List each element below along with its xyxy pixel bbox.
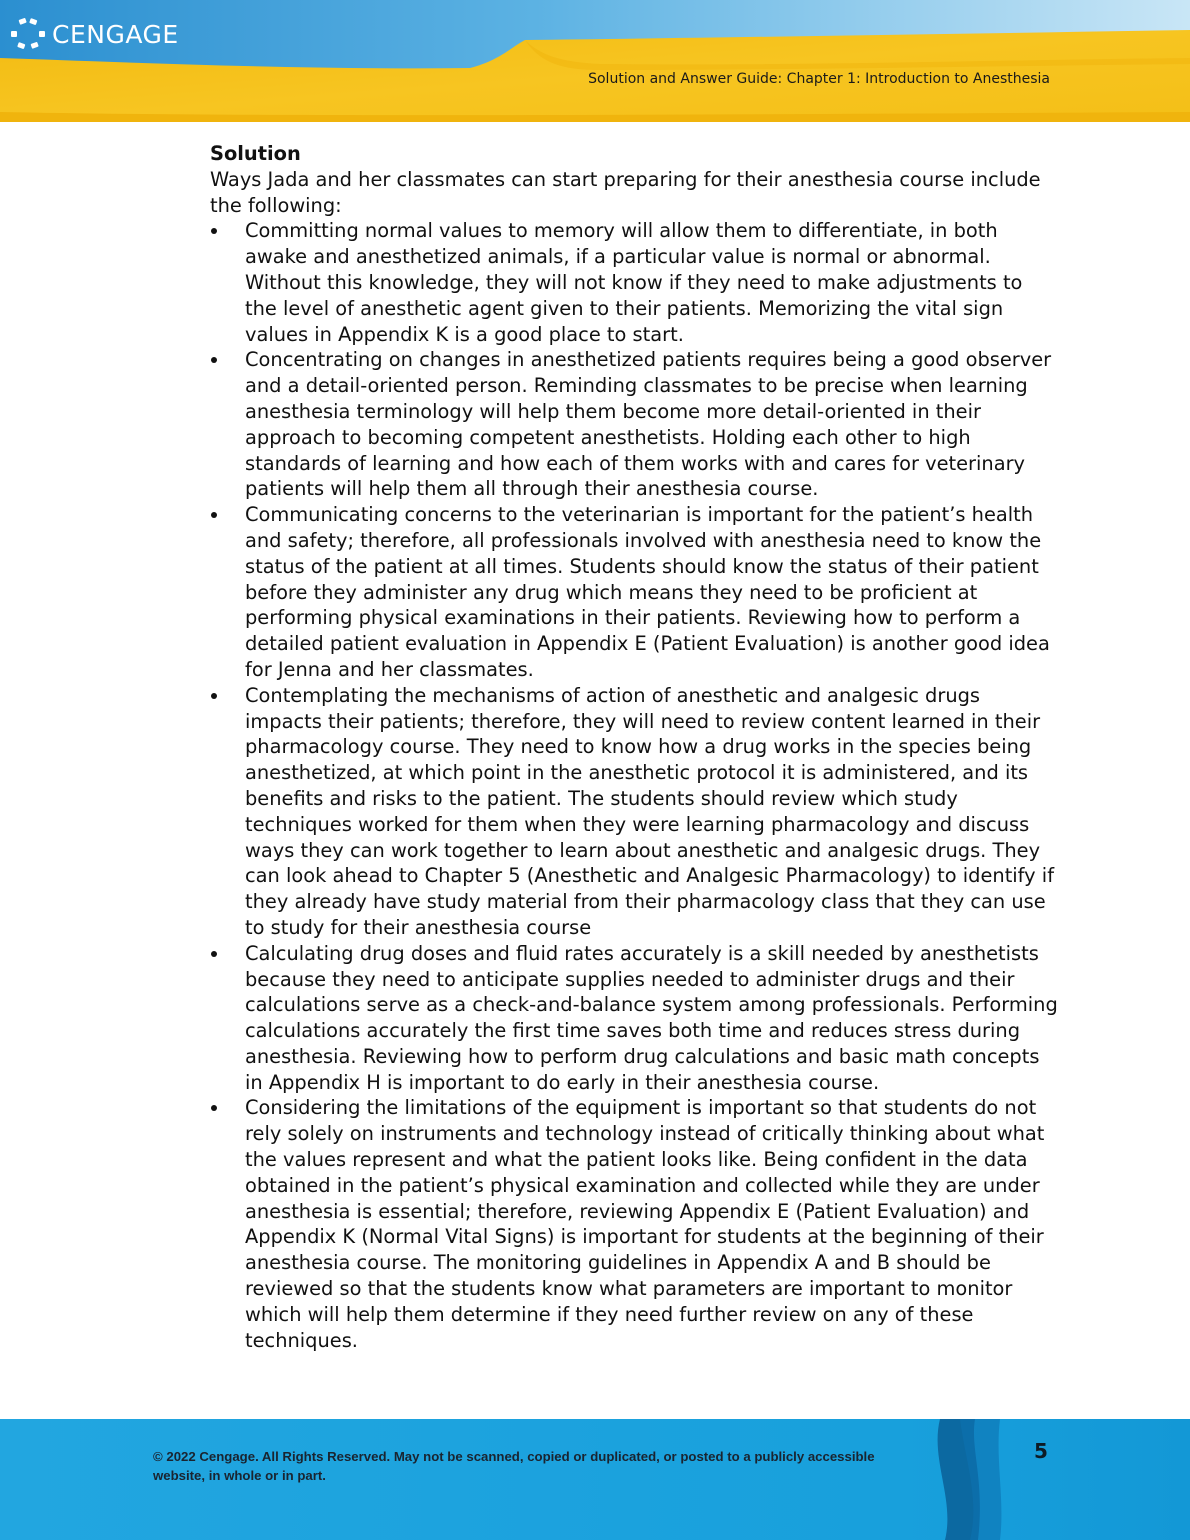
bullet-icon — [211, 512, 217, 518]
bullet-list — [210, 218, 1060, 1353]
bullet-icon — [211, 228, 217, 234]
bullet-icon — [211, 1105, 217, 1111]
bullet-text: Concentrating on changes in anesthetized patients requires being a good observer and a detail-oriented person. Reminding classmates to be precise when learning anesthesia terminology will help them become more detail-oriented in their approach to becoming competent anesthetists. Holding each other to high standards of learning and how each of them works with and cares for veterinary patients will help them all through their anesthesia course. — [245, 348, 1052, 501]
section-heading: Solution — [210, 142, 301, 165]
page-number: 5 — [1034, 1439, 1048, 1463]
copyright-notice: © 2022 Cengage. All Rights Reserved. May not be scanned, copied or duplicated, or posted to a publicly accessible website, in whole or in part. — [153, 1449, 875, 1483]
header-title: Solution and Answer Guide: Chapter 1: Introduction to Anesthesia — [588, 71, 1050, 87]
page-footer — [0, 1419, 1190, 1540]
bullet-text: Committing normal values to memory will allow them to differentiate, in both awake and anesthetized animals, if a particular value is normal or abnormal. Without this knowledge, they will not know if they need to make adjustments to the level of anesthetic agent given to their patients. Memorizing the vital sign values in Appendix K is a good place to start. — [245, 219, 1023, 346]
bullet-icon — [211, 693, 217, 699]
logo-text: CENGAGE — [52, 19, 179, 49]
bullet-text: Considering the limitations of the equipment is important so that students do not rely solely on instruments and technology instead of critically thinking about what the values represent and what the patient looks like. Being confident in the data obtained in the patient’s physical examination and collected while they are under anesthesia is essential; therefore, reviewing Appendix E (Patient Evaluation) and Appendix K (Normal Vital Signs) is important for students at the beginning of their anesthesia course. The monitoring guidelines in Appendix A and B should be reviewed so that the students know what parameters are important to monitor which will help them determine if they need further review on any of these techniques. — [245, 1096, 1045, 1352]
bullet-icon — [211, 951, 217, 957]
bullet-icon — [211, 357, 217, 363]
bullet-item — [210, 941, 1060, 1096]
bullet-item — [210, 502, 1060, 683]
bullet-text: Contemplating the mechanisms of action of anesthetic and analgesic drugs impacts their patients; therefore, they will need to review content learned in their pharmacology course. They need to know how a drug works in the species being anesthetized, at which point in the anesthetic protocol it is administered, and its benefits and risks to the patient. The students should review which study techniques worked for them when they were learning pharmacology and discuss ways they can work together to learn about anesthetic and analgesic drugs. They can look ahead to Chapter 5 (Anesthetic and Analgesic Pharmacology) to identify if they already have study material from their pharmacology class that they can use to study for their anesthesia course — [245, 683, 1055, 939]
bullet-text: Calculating drug doses and fluid rates accurately is a skill needed by anesthetists because they need to anticipate supplies needed to administer drugs and their calculations serve as a check-and-balance system among professionals. Performing calculations accurately the first time saves both time and reduces stress during anesthesia. Reviewing how to perform drug calculations and basic math concepts in Appendix H is important to do early in their anesthesia course. — [245, 941, 1058, 1094]
bullet-item — [210, 347, 1060, 502]
page-header — [0, 0, 1190, 122]
bullet-item — [210, 218, 1060, 347]
bullet-text: Communicating concerns to the veterinarian is important for the patient’s health and safety; therefore, all professionals involved with anesthesia need to know the status of the patient at all times. Students should know the status of their patient before they administer any drug which means they need to be proficient at performing physical examinations in their patients. Reviewing how to perform a detailed patient evaluation in Appendix E (Patient Evaluation) is another good idea for Jenna and her classmates. — [245, 503, 1050, 681]
intro-paragraph: Ways Jada and her classmates can start preparing for their anesthesia course include the following: — [210, 167, 1041, 217]
bullet-item — [210, 683, 1060, 941]
cengage-logo — [10, 16, 179, 52]
solution-section — [210, 141, 1060, 1353]
cengage-logo-icon — [10, 16, 46, 52]
bullet-item — [210, 1095, 1060, 1353]
